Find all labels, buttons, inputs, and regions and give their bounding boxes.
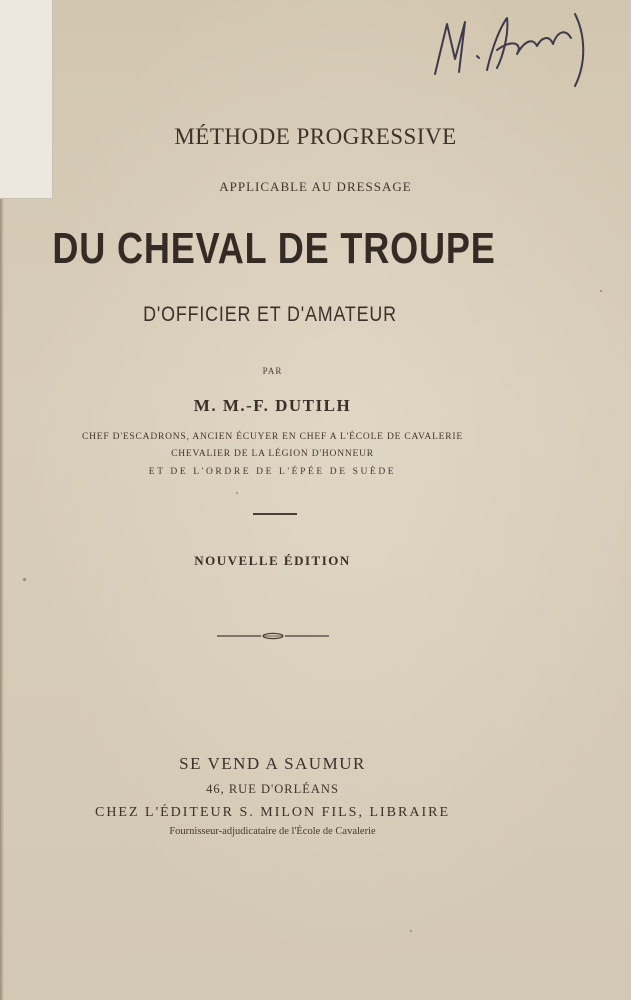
by-label: PAR	[262, 366, 283, 376]
title-line-2: APPLICABLE AU DRESSAGE	[219, 179, 412, 194]
paper-repair-patch	[0, 0, 53, 199]
title-line-4: D'OFFICIER ET D'AMATEUR	[143, 303, 397, 326]
paper-speck	[236, 492, 238, 494]
imprint-line-3: CHEZ L'ÉDITEUR S. MILON FILS, LIBRAIRE	[94, 805, 450, 820]
edition-label: NOUVELLE ÉDITION	[194, 553, 351, 568]
title-line-1: MÉTHODE PROGRESSIVE	[174, 124, 457, 149]
main-title: DU CHEVAL DE TROUPE	[52, 224, 496, 273]
paper-speck	[600, 290, 602, 292]
paper-speck	[23, 578, 26, 581]
handwritten-signature	[425, 4, 615, 94]
imprint-line-2: 46, RUE D'ORLÉANS	[206, 782, 339, 796]
author-title-2: CHEVALIER DE LA LÉGION D'HONNEUR	[171, 449, 374, 459]
imprint-line-4: Fournisseur-adjudicataire de l'École de Cavalerie	[169, 826, 376, 837]
author-title-1: CHEF D'ESCADRONS, ANCIEN ÉCUYER EN CHEF A L'ÉCOLE DE CAVALERIE	[82, 432, 463, 442]
author-name: M. M.-F. DUTILH	[193, 396, 352, 415]
author-title-3: ET DE L'ORDRE DE L'ÉPÉE DE SUÈDE	[148, 467, 397, 477]
imprint-line-1: SE VEND A SAUMUR	[179, 754, 366, 773]
ornament-divider	[217, 631, 329, 641]
paper-speck	[410, 930, 412, 932]
divider-rule	[253, 513, 297, 515]
